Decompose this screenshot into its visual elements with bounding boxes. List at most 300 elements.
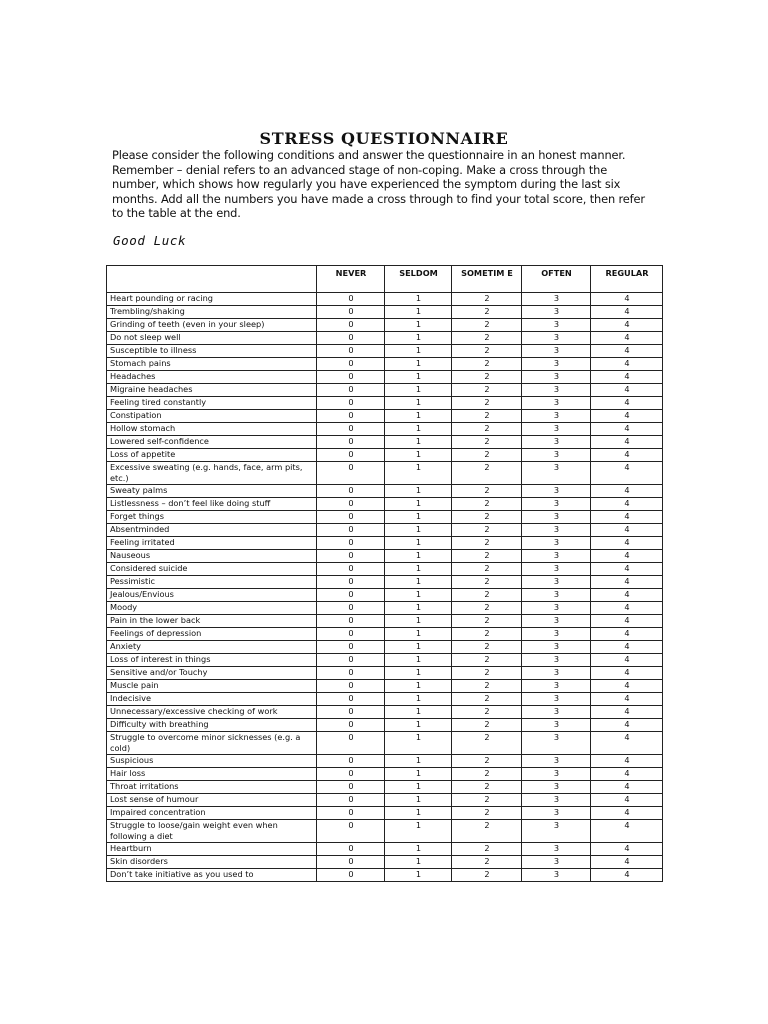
score-cell-seldom[interactable]: 1	[385, 807, 452, 820]
condition-label: Trembling/shaking	[107, 306, 317, 319]
table-row	[107, 485, 663, 498]
table-row	[107, 820, 663, 843]
table-row	[107, 667, 663, 680]
score-cell-regular[interactable]: 4	[591, 576, 663, 589]
score-cell-sometime[interactable]: 2	[452, 856, 522, 869]
score-cell-seldom[interactable]: 1	[385, 680, 452, 693]
condition-label: Constipation	[107, 410, 317, 423]
score-cell-often[interactable]: 3	[522, 511, 591, 524]
score-cell-seldom[interactable]: 1	[385, 654, 452, 667]
header-often: OFTEN	[522, 266, 591, 293]
score-cell-often[interactable]: 3	[522, 602, 591, 615]
score-cell-never[interactable]: 0	[317, 524, 385, 537]
table-row	[107, 498, 663, 511]
score-cell-never[interactable]: 0	[317, 293, 385, 306]
table-row	[107, 615, 663, 628]
score-cell-seldom[interactable]: 1	[385, 436, 452, 449]
score-cell-seldom[interactable]: 1	[385, 628, 452, 641]
score-cell-never[interactable]: 0	[317, 602, 385, 615]
score-cell-never[interactable]: 0	[317, 719, 385, 732]
score-cell-seldom[interactable]: 1	[385, 511, 452, 524]
instructions-paragraph	[112, 148, 660, 221]
score-cell-never[interactable]: 0	[317, 794, 385, 807]
score-cell-regular[interactable]: 4	[591, 332, 663, 345]
score-cell-seldom[interactable]: 1	[385, 485, 452, 498]
score-cell-regular[interactable]: 4	[591, 423, 663, 436]
table-row	[107, 576, 663, 589]
score-cell-sometime[interactable]: 2	[452, 820, 522, 843]
condition-label: Hollow stomach	[107, 423, 317, 436]
score-cell-seldom[interactable]: 1	[385, 693, 452, 706]
score-cell-often[interactable]: 3	[522, 693, 591, 706]
score-cell-seldom[interactable]: 1	[385, 820, 452, 843]
score-cell-regular[interactable]: 4	[591, 602, 663, 615]
table-row	[107, 423, 663, 436]
score-cell-regular[interactable]: 4	[591, 563, 663, 576]
score-cell-regular[interactable]: 4	[591, 293, 663, 306]
score-cell-regular[interactable]: 4	[591, 628, 663, 641]
table-row	[107, 768, 663, 781]
table-row	[107, 706, 663, 719]
score-cell-often[interactable]: 3	[522, 550, 591, 563]
table-row	[107, 511, 663, 524]
score-cell-often[interactable]: 3	[522, 293, 591, 306]
condition-label: Anxiety	[107, 641, 317, 654]
score-cell-never[interactable]: 0	[317, 511, 385, 524]
score-cell-never[interactable]: 0	[317, 306, 385, 319]
score-cell-regular[interactable]: 4	[591, 781, 663, 794]
score-cell-seldom[interactable]: 1	[385, 498, 452, 511]
score-cell-sometime[interactable]: 2	[452, 706, 522, 719]
score-cell-sometime[interactable]: 2	[452, 397, 522, 410]
score-cell-sometime[interactable]: 2	[452, 537, 522, 550]
score-cell-seldom[interactable]: 1	[385, 641, 452, 654]
score-cell-often[interactable]: 3	[522, 449, 591, 462]
condition-label: Loss of interest in things	[107, 654, 317, 667]
score-cell-never[interactable]: 0	[317, 436, 385, 449]
score-cell-never[interactable]: 0	[317, 820, 385, 843]
score-cell-seldom[interactable]: 1	[385, 856, 452, 869]
score-cell-never[interactable]: 0	[317, 537, 385, 550]
score-cell-never[interactable]: 0	[317, 462, 385, 485]
condition-label: Excessive sweating (e.g. hands, face, arm pits, etc.)	[107, 462, 317, 485]
score-cell-often[interactable]: 3	[522, 856, 591, 869]
score-cell-regular[interactable]: 4	[591, 641, 663, 654]
score-cell-seldom[interactable]: 1	[385, 768, 452, 781]
score-cell-never[interactable]: 0	[317, 615, 385, 628]
table-row	[107, 332, 663, 345]
score-cell-sometime[interactable]: 2	[452, 654, 522, 667]
score-cell-seldom[interactable]: 1	[385, 615, 452, 628]
score-cell-often[interactable]: 3	[522, 794, 591, 807]
condition-label: Listlessness – don’t feel like doing stuff	[107, 498, 317, 511]
score-cell-sometime[interactable]: 2	[452, 550, 522, 563]
table-row	[107, 869, 663, 882]
table-row	[107, 719, 663, 732]
score-cell-regular[interactable]: 4	[591, 680, 663, 693]
score-cell-sometime[interactable]: 2	[452, 485, 522, 498]
table-row	[107, 550, 663, 563]
score-cell-never[interactable]: 0	[317, 732, 385, 755]
score-cell-seldom[interactable]: 1	[385, 410, 452, 423]
score-cell-sometime[interactable]: 2	[452, 807, 522, 820]
score-cell-often[interactable]: 3	[522, 319, 591, 332]
score-cell-regular[interactable]: 4	[591, 654, 663, 667]
score-cell-sometime[interactable]: 2	[452, 843, 522, 856]
score-cell-sometime[interactable]: 2	[452, 319, 522, 332]
score-cell-sometime[interactable]: 2	[452, 436, 522, 449]
score-cell-often[interactable]: 3	[522, 589, 591, 602]
table-header-row	[107, 266, 663, 293]
score-cell-regular[interactable]: 4	[591, 306, 663, 319]
score-cell-often[interactable]: 3	[522, 371, 591, 384]
score-cell-never[interactable]: 0	[317, 576, 385, 589]
condition-label: Struggle to loose/gain weight even when following a diet	[107, 820, 317, 843]
score-cell-sometime[interactable]: 2	[452, 332, 522, 345]
score-cell-often[interactable]: 3	[522, 524, 591, 537]
table-row	[107, 358, 663, 371]
score-cell-regular[interactable]: 4	[591, 384, 663, 397]
table-row	[107, 524, 663, 537]
condition-label: Jealous/Envious	[107, 589, 317, 602]
score-cell-regular[interactable]: 4	[591, 410, 663, 423]
score-cell-sometime[interactable]: 2	[452, 615, 522, 628]
score-cell-often[interactable]: 3	[522, 755, 591, 768]
score-cell-seldom[interactable]: 1	[385, 332, 452, 345]
score-cell-regular[interactable]: 4	[591, 537, 663, 550]
score-cell-often[interactable]: 3	[522, 306, 591, 319]
score-cell-sometime[interactable]: 2	[452, 345, 522, 358]
score-cell-regular[interactable]: 4	[591, 498, 663, 511]
score-cell-never[interactable]: 0	[317, 371, 385, 384]
score-cell-sometime[interactable]: 2	[452, 869, 522, 882]
score-cell-regular[interactable]: 4	[591, 719, 663, 732]
table-row	[107, 602, 663, 615]
score-cell-often[interactable]: 3	[522, 397, 591, 410]
instructions-line: Remember – denial refers to an advanced stage of non-coping. Make a cross through the	[112, 162, 608, 177]
score-cell-sometime[interactable]: 2	[452, 563, 522, 576]
score-cell-sometime[interactable]: 2	[452, 524, 522, 537]
score-cell-seldom[interactable]: 1	[385, 667, 452, 680]
score-cell-often[interactable]: 3	[522, 807, 591, 820]
score-cell-often[interactable]: 3	[522, 436, 591, 449]
score-cell-seldom[interactable]: 1	[385, 371, 452, 384]
score-cell-often[interactable]: 3	[522, 485, 591, 498]
score-cell-never[interactable]: 0	[317, 869, 385, 882]
score-cell-seldom[interactable]: 1	[385, 732, 452, 755]
score-cell-sometime[interactable]: 2	[452, 602, 522, 615]
score-cell-often[interactable]: 3	[522, 410, 591, 423]
score-cell-seldom[interactable]: 1	[385, 706, 452, 719]
score-cell-often[interactable]: 3	[522, 869, 591, 882]
score-cell-often[interactable]: 3	[522, 462, 591, 485]
condition-label: Absentminded	[107, 524, 317, 537]
condition-label: Headaches	[107, 371, 317, 384]
score-cell-sometime[interactable]: 2	[452, 768, 522, 781]
header-never: NEVER	[317, 266, 385, 293]
score-cell-seldom[interactable]: 1	[385, 293, 452, 306]
score-cell-seldom[interactable]: 1	[385, 843, 452, 856]
score-cell-regular[interactable]: 4	[591, 755, 663, 768]
condition-label: Pessimistic	[107, 576, 317, 589]
condition-label: Don’t take initiative as you used to	[107, 869, 317, 882]
score-cell-seldom[interactable]: 1	[385, 306, 452, 319]
score-cell-sometime[interactable]: 2	[452, 641, 522, 654]
score-cell-often[interactable]: 3	[522, 498, 591, 511]
score-cell-never[interactable]: 0	[317, 706, 385, 719]
table-row	[107, 794, 663, 807]
condition-label: Heartburn	[107, 843, 317, 856]
score-cell-never[interactable]: 0	[317, 319, 385, 332]
score-cell-often[interactable]: 3	[522, 680, 591, 693]
score-cell-seldom[interactable]: 1	[385, 384, 452, 397]
score-cell-seldom[interactable]: 1	[385, 358, 452, 371]
table-row	[107, 436, 663, 449]
score-cell-often[interactable]: 3	[522, 628, 591, 641]
instructions-line: months. Add all the numbers you have made a cross through to find your total score, then refer	[112, 191, 645, 206]
condition-label: Lost sense of humour	[107, 794, 317, 807]
score-cell-seldom[interactable]: 1	[385, 755, 452, 768]
score-cell-often[interactable]: 3	[522, 615, 591, 628]
score-cell-never[interactable]: 0	[317, 641, 385, 654]
condition-label: Susceptible to illness	[107, 345, 317, 358]
condition-label: Do not sleep well	[107, 332, 317, 345]
score-cell-often[interactable]: 3	[522, 358, 591, 371]
score-cell-sometime[interactable]: 2	[452, 410, 522, 423]
score-cell-sometime[interactable]: 2	[452, 719, 522, 732]
score-cell-never[interactable]: 0	[317, 384, 385, 397]
score-cell-never[interactable]: 0	[317, 423, 385, 436]
score-cell-seldom[interactable]: 1	[385, 719, 452, 732]
score-cell-regular[interactable]: 4	[591, 371, 663, 384]
condition-label: Feelings of depression	[107, 628, 317, 641]
condition-label: Lowered self-confidence	[107, 436, 317, 449]
header-condition	[107, 266, 317, 293]
score-cell-often[interactable]: 3	[522, 820, 591, 843]
score-cell-often[interactable]: 3	[522, 563, 591, 576]
score-cell-regular[interactable]: 4	[591, 462, 663, 485]
score-cell-sometime[interactable]: 2	[452, 755, 522, 768]
score-cell-often[interactable]: 3	[522, 667, 591, 680]
score-cell-regular[interactable]: 4	[591, 869, 663, 882]
score-cell-sometime[interactable]: 2	[452, 794, 522, 807]
score-cell-regular[interactable]: 4	[591, 397, 663, 410]
condition-label: Throat irritations	[107, 781, 317, 794]
score-cell-never[interactable]: 0	[317, 397, 385, 410]
table-row	[107, 449, 663, 462]
table-row	[107, 856, 663, 869]
score-cell-never[interactable]: 0	[317, 693, 385, 706]
page-title: STRESS QUESTIONNAIRE	[259, 129, 509, 148]
score-cell-never[interactable]: 0	[317, 332, 385, 345]
condition-label: Migraine headaches	[107, 384, 317, 397]
score-cell-sometime[interactable]: 2	[452, 576, 522, 589]
score-cell-often[interactable]: 3	[522, 423, 591, 436]
table-row	[107, 397, 663, 410]
score-cell-never[interactable]: 0	[317, 807, 385, 820]
symptom-table	[106, 265, 663, 882]
condition-label: Nauseous	[107, 550, 317, 563]
score-cell-never[interactable]: 0	[317, 449, 385, 462]
score-cell-never[interactable]: 0	[317, 628, 385, 641]
score-cell-seldom[interactable]: 1	[385, 319, 452, 332]
score-cell-regular[interactable]: 4	[591, 732, 663, 755]
score-cell-never[interactable]: 0	[317, 589, 385, 602]
table-row	[107, 628, 663, 641]
condition-label: Feeling tired constantly	[107, 397, 317, 410]
score-cell-sometime[interactable]: 2	[452, 781, 522, 794]
table-row	[107, 843, 663, 856]
score-cell-often[interactable]: 3	[522, 384, 591, 397]
score-cell-seldom[interactable]: 1	[385, 345, 452, 358]
header-seldom: SELDOM	[385, 266, 452, 293]
table-row	[107, 462, 663, 485]
score-cell-seldom[interactable]: 1	[385, 550, 452, 563]
score-cell-seldom[interactable]: 1	[385, 869, 452, 882]
score-cell-sometime[interactable]: 2	[452, 589, 522, 602]
score-cell-never[interactable]: 0	[317, 768, 385, 781]
table-row	[107, 384, 663, 397]
score-cell-often[interactable]: 3	[522, 781, 591, 794]
condition-label: Considered suicide	[107, 563, 317, 576]
score-cell-regular[interactable]: 4	[591, 843, 663, 856]
score-cell-sometime[interactable]: 2	[452, 358, 522, 371]
score-cell-often[interactable]: 3	[522, 768, 591, 781]
score-cell-often[interactable]: 3	[522, 641, 591, 654]
table-row	[107, 755, 663, 768]
score-cell-sometime[interactable]: 2	[452, 462, 522, 485]
table-row	[107, 732, 663, 755]
score-cell-often[interactable]: 3	[522, 576, 591, 589]
score-cell-sometime[interactable]: 2	[452, 732, 522, 755]
score-cell-regular[interactable]: 4	[591, 667, 663, 680]
score-cell-regular[interactable]: 4	[591, 807, 663, 820]
score-cell-never[interactable]: 0	[317, 755, 385, 768]
score-cell-never[interactable]: 0	[317, 667, 385, 680]
condition-label: Difficulty with breathing	[107, 719, 317, 732]
score-cell-regular[interactable]: 4	[591, 856, 663, 869]
score-cell-never[interactable]: 0	[317, 563, 385, 576]
score-cell-seldom[interactable]: 1	[385, 781, 452, 794]
condition-label: Hair loss	[107, 768, 317, 781]
score-cell-seldom[interactable]: 1	[385, 423, 452, 436]
score-cell-sometime[interactable]: 2	[452, 423, 522, 436]
score-cell-often[interactable]: 3	[522, 843, 591, 856]
score-cell-sometime[interactable]: 2	[452, 293, 522, 306]
condition-label: Moody	[107, 602, 317, 615]
score-cell-regular[interactable]: 4	[591, 511, 663, 524]
score-cell-regular[interactable]: 4	[591, 768, 663, 781]
score-cell-regular[interactable]: 4	[591, 589, 663, 602]
score-cell-regular[interactable]: 4	[591, 615, 663, 628]
score-cell-sometime[interactable]: 2	[452, 511, 522, 524]
table-row	[107, 781, 663, 794]
score-cell-often[interactable]: 3	[522, 706, 591, 719]
score-cell-often[interactable]: 3	[522, 537, 591, 550]
score-cell-regular[interactable]: 4	[591, 449, 663, 462]
score-cell-sometime[interactable]: 2	[452, 449, 522, 462]
score-cell-sometime[interactable]: 2	[452, 680, 522, 693]
score-cell-seldom[interactable]: 1	[385, 794, 452, 807]
score-cell-seldom[interactable]: 1	[385, 449, 452, 462]
score-cell-often[interactable]: 3	[522, 332, 591, 345]
score-cell-regular[interactable]: 4	[591, 550, 663, 563]
condition-label: Pain in the lower back	[107, 615, 317, 628]
score-cell-regular[interactable]: 4	[591, 794, 663, 807]
score-cell-regular[interactable]: 4	[591, 358, 663, 371]
score-cell-never[interactable]: 0	[317, 345, 385, 358]
score-cell-regular[interactable]: 4	[591, 524, 663, 537]
score-cell-never[interactable]: 0	[317, 498, 385, 511]
condition-label: Forget things	[107, 511, 317, 524]
condition-label: Sweaty palms	[107, 485, 317, 498]
score-cell-sometime[interactable]: 2	[452, 667, 522, 680]
condition-label: Feeling irritated	[107, 537, 317, 550]
score-cell-never[interactable]: 0	[317, 410, 385, 423]
score-cell-never[interactable]: 0	[317, 550, 385, 563]
score-cell-never[interactable]: 0	[317, 358, 385, 371]
good-luck-note: Good Luck	[113, 233, 187, 248]
score-cell-often[interactable]: 3	[522, 719, 591, 732]
score-cell-regular[interactable]: 4	[591, 436, 663, 449]
condition-label: Suspicious	[107, 755, 317, 768]
condition-label: Indecisive	[107, 693, 317, 706]
score-cell-seldom[interactable]: 1	[385, 563, 452, 576]
score-cell-regular[interactable]: 4	[591, 485, 663, 498]
score-cell-sometime[interactable]: 2	[452, 693, 522, 706]
score-cell-sometime[interactable]: 2	[452, 384, 522, 397]
score-cell-sometime[interactable]: 2	[452, 498, 522, 511]
score-cell-regular[interactable]: 4	[591, 693, 663, 706]
score-cell-regular[interactable]: 4	[591, 319, 663, 332]
instructions-line: Please consider the following conditions and answer the questionnaire in an honest manner.	[112, 148, 626, 162]
score-cell-seldom[interactable]: 1	[385, 537, 452, 550]
score-cell-never[interactable]: 0	[317, 485, 385, 498]
score-cell-seldom[interactable]: 1	[385, 602, 452, 615]
table-row	[107, 319, 663, 332]
score-cell-seldom[interactable]: 1	[385, 576, 452, 589]
instructions-line: to the table at the end.	[112, 206, 241, 220]
score-cell-seldom[interactable]: 1	[385, 462, 452, 485]
table-row	[107, 680, 663, 693]
score-cell-sometime[interactable]: 2	[452, 371, 522, 384]
score-cell-often[interactable]: 3	[522, 654, 591, 667]
score-cell-seldom[interactable]: 1	[385, 397, 452, 410]
score-cell-sometime[interactable]: 2	[452, 306, 522, 319]
condition-label: Skin disorders	[107, 856, 317, 869]
table-row	[107, 654, 663, 667]
score-cell-often[interactable]: 3	[522, 345, 591, 358]
score-cell-never[interactable]: 0	[317, 781, 385, 794]
score-cell-never[interactable]: 0	[317, 856, 385, 869]
condition-label: Heart pounding or racing	[107, 293, 317, 306]
score-cell-often[interactable]: 3	[522, 732, 591, 755]
table-row	[107, 589, 663, 602]
score-cell-seldom[interactable]: 1	[385, 524, 452, 537]
score-cell-never[interactable]: 0	[317, 843, 385, 856]
score-cell-never[interactable]: 0	[317, 654, 385, 667]
score-cell-regular[interactable]: 4	[591, 706, 663, 719]
table-row	[107, 293, 663, 306]
score-cell-sometime[interactable]: 2	[452, 628, 522, 641]
condition-label: Loss of appetite	[107, 449, 317, 462]
table-row	[107, 371, 663, 384]
score-cell-regular[interactable]: 4	[591, 345, 663, 358]
score-cell-seldom[interactable]: 1	[385, 589, 452, 602]
instructions-line: number, which shows how regularly you have experienced the symptom during the last six	[112, 177, 621, 191]
score-cell-never[interactable]: 0	[317, 680, 385, 693]
score-cell-regular[interactable]: 4	[591, 820, 663, 843]
